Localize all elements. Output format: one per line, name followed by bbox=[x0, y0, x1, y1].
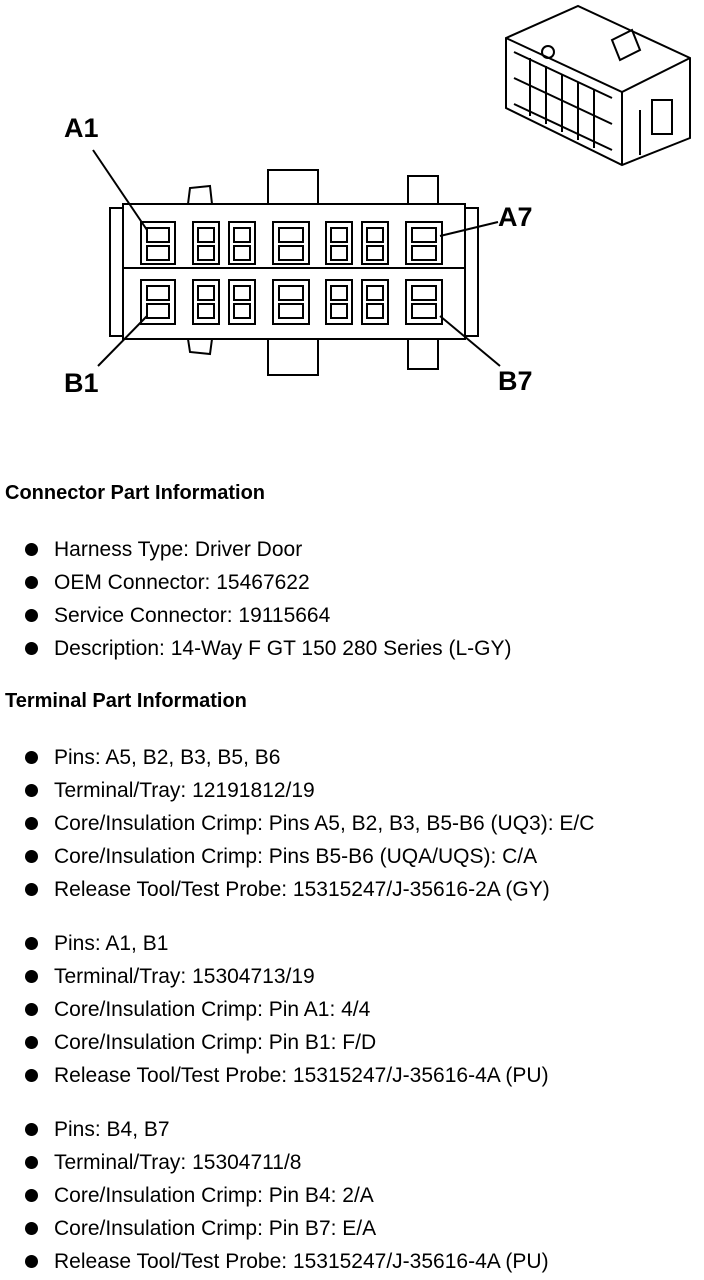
list-item: OEM Connector: 15467622 bbox=[0, 566, 512, 599]
list-item: Terminal/Tray: 12191812/19 bbox=[0, 774, 594, 807]
bullet-icon bbox=[25, 1069, 38, 1082]
list-item: Pins: B4, B7 bbox=[0, 1113, 549, 1146]
bullet-icon bbox=[25, 784, 38, 797]
connector-face bbox=[110, 170, 478, 375]
connector-info-title: Connector Part Information bbox=[5, 482, 266, 504]
terminal-info-title: Terminal Part Information bbox=[5, 690, 247, 712]
bullet-icon bbox=[25, 1123, 38, 1136]
leader-a7 bbox=[440, 222, 498, 236]
list-item: Description: 14-Way F GT 150 280 Series (L-GY) bbox=[0, 632, 512, 665]
list-item: Core/Insulation Crimp: Pin B1: F/D bbox=[0, 1026, 549, 1059]
pin-label-b1: B1 bbox=[64, 368, 99, 398]
bullet-icon bbox=[25, 576, 38, 589]
list-item: Core/Insulation Crimp: Pins A5, B2, B3, B5-B6 (UQ3): E/C bbox=[0, 807, 594, 840]
bullet-icon bbox=[25, 1189, 38, 1202]
connector-diagram bbox=[0, 0, 704, 460]
list-item: Release Tool/Test Probe: 15315247/J-35616-4A (PU) bbox=[0, 1245, 549, 1278]
bullet-icon bbox=[25, 1255, 38, 1268]
pin-label-b7: B7 bbox=[498, 366, 533, 396]
list-item: Core/Insulation Crimp: Pin B7: E/A bbox=[0, 1212, 549, 1245]
bullet-icon bbox=[25, 751, 38, 764]
bullet-icon bbox=[25, 937, 38, 950]
bullet-icon bbox=[25, 970, 38, 983]
list-item: Release Tool/Test Probe: 15315247/J-35616-4A (PU) bbox=[0, 1059, 549, 1092]
bullet-icon bbox=[25, 1222, 38, 1235]
bullet-icon bbox=[25, 850, 38, 863]
bullet-icon bbox=[25, 543, 38, 556]
bullet-icon bbox=[25, 609, 38, 622]
leader-b7 bbox=[440, 316, 500, 366]
terminal-group-3 bbox=[0, 1113, 549, 1278]
bullet-icon bbox=[25, 1156, 38, 1169]
list-item: Service Connector: 19115664 bbox=[0, 599, 512, 632]
connector-3d-view bbox=[506, 6, 690, 165]
list-item: Core/Insulation Crimp: Pins B5-B6 (UQA/UQS): C/A bbox=[0, 840, 594, 873]
list-item: Pins: A1, B1 bbox=[0, 927, 549, 960]
terminal-group-2 bbox=[0, 927, 549, 1092]
bullet-icon bbox=[25, 1003, 38, 1016]
terminal-group-1 bbox=[0, 741, 594, 906]
leader-a1 bbox=[93, 150, 147, 230]
list-item: Terminal/Tray: 15304713/19 bbox=[0, 960, 549, 993]
list-item: Pins: A5, B2, B3, B5, B6 bbox=[0, 741, 594, 774]
bullet-icon bbox=[25, 1036, 38, 1049]
list-item: Harness Type: Driver Door bbox=[0, 533, 512, 566]
list-item: Core/Insulation Crimp: Pin B4: 2/A bbox=[0, 1179, 549, 1212]
bullet-icon bbox=[25, 817, 38, 830]
list-item: Core/Insulation Crimp: Pin A1: 4/4 bbox=[0, 993, 549, 1026]
list-item: Terminal/Tray: 15304711/8 bbox=[0, 1146, 549, 1179]
pin-label-a1: A1 bbox=[64, 113, 99, 143]
connector-info-list bbox=[0, 533, 512, 665]
bullet-icon bbox=[25, 642, 38, 655]
pin-label-a7: A7 bbox=[498, 202, 533, 232]
list-item: Release Tool/Test Probe: 15315247/J-35616-2A (GY) bbox=[0, 873, 594, 906]
bullet-icon bbox=[25, 883, 38, 896]
